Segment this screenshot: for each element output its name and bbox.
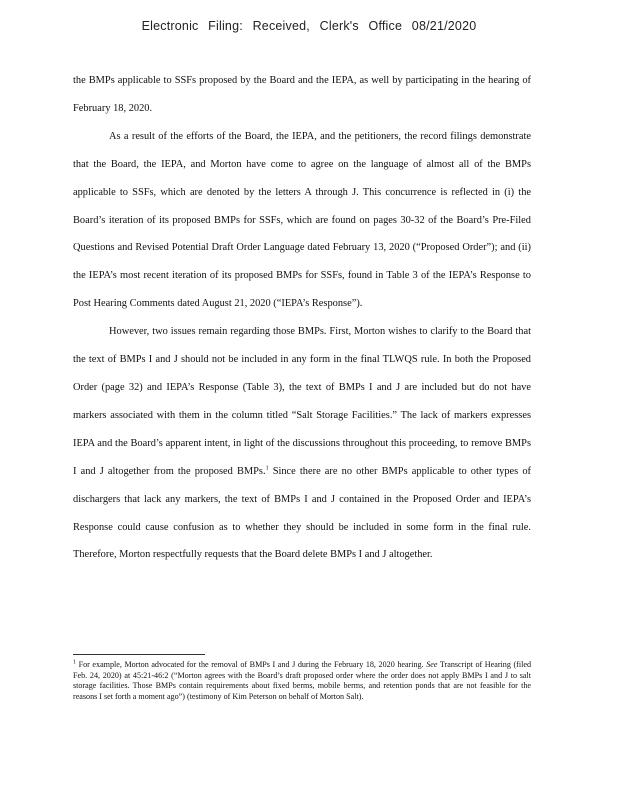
footnote-separator	[73, 654, 205, 655]
footnote-intro: For example, Morton advocated for the removal of BMPs I and J during the February 18, 2020 hearing.	[76, 660, 427, 669]
paragraph-1: the BMPs applicable to SSFs proposed by the Board and the IEPA, as well by participating in the hearing of February 18, 2020.	[73, 75, 531, 114]
paragraph-3-part-1: However, two issues remain regarding those BMPs. First, Morton wishes to clarify to the Board that the text of BMPs I and J should not be included in any form in the final TLWQS rule. In both the Proposed Order (page 32) and IEPA’s Response (Table 3), the text of BMPs I and J are included but do not have markers associated with them in the column titled “Salt Storage Facilities.” The lack of markers expresses IEPA and the Board’s apparent intent, in light of the discussions throughout this proceeding, to remove BMPs I and J altogether from the proposed BMPs.	[73, 326, 531, 477]
paragraph-3	[73, 318, 531, 569]
body-text	[73, 67, 531, 569]
footnote	[73, 660, 531, 702]
footnote-rest: Transcript of Hearing (filed Feb. 24, 2020) at 45:21-46:2 (“Morton agrees with the Board’s draft proposed order where the order does not apply BMPs I and J to salt storage facilities. Those BMPs contain requirements about fixed berms, mobile berms, and retention ponds that are not feasible for the reasons I set forth a moment ago”) (testimony of Kim Peterson on behalf of Morton Salt).	[73, 660, 531, 701]
filing-stamp-header: Electronic Filing: Received, Clerk's Office 08/21/2020	[141, 19, 477, 33]
footnote-see: See	[426, 660, 438, 669]
paragraph-3-part-2: Since there are no other BMPs applicable to other types of dischargers that lack any markers, the text of BMPs I and J contained in the Proposed Order and IEPA’s Response could cause confusion as to whether they should be included in some form in the final rule. Therefore, Morton respectfully requests that the Board delete BMPs I and J altogether.	[73, 465, 531, 561]
footnote-reference: 1	[265, 465, 269, 472]
footnote-text	[73, 660, 531, 702]
footnote-marker: 1	[73, 659, 76, 666]
paragraph-2: As a result of the efforts of the Board, the IEPA, and the petitioners, the record filings demonstrate that the Board, the IEPA, and Morton have come to agree on the language of almost all of the BMPs applicable to SSFs, which are denoted by the letters A through J. This concurrence is reflected in (i) the Board’s iteration of its proposed BMPs for SSFs, which are found on pages 30-32 of the Board’s Pre-Filed Questions and Revised Potential Draft Order Language dated February 13, 2020 (“Proposed Order”); and (ii) the IEPA’s most recent iteration of its proposed BMPs for SSFs, found in Table 3 of the IEPA’s Response to Post Hearing Comments dated August 21, 2020 (“IEPA’s Response”).	[73, 130, 531, 310]
